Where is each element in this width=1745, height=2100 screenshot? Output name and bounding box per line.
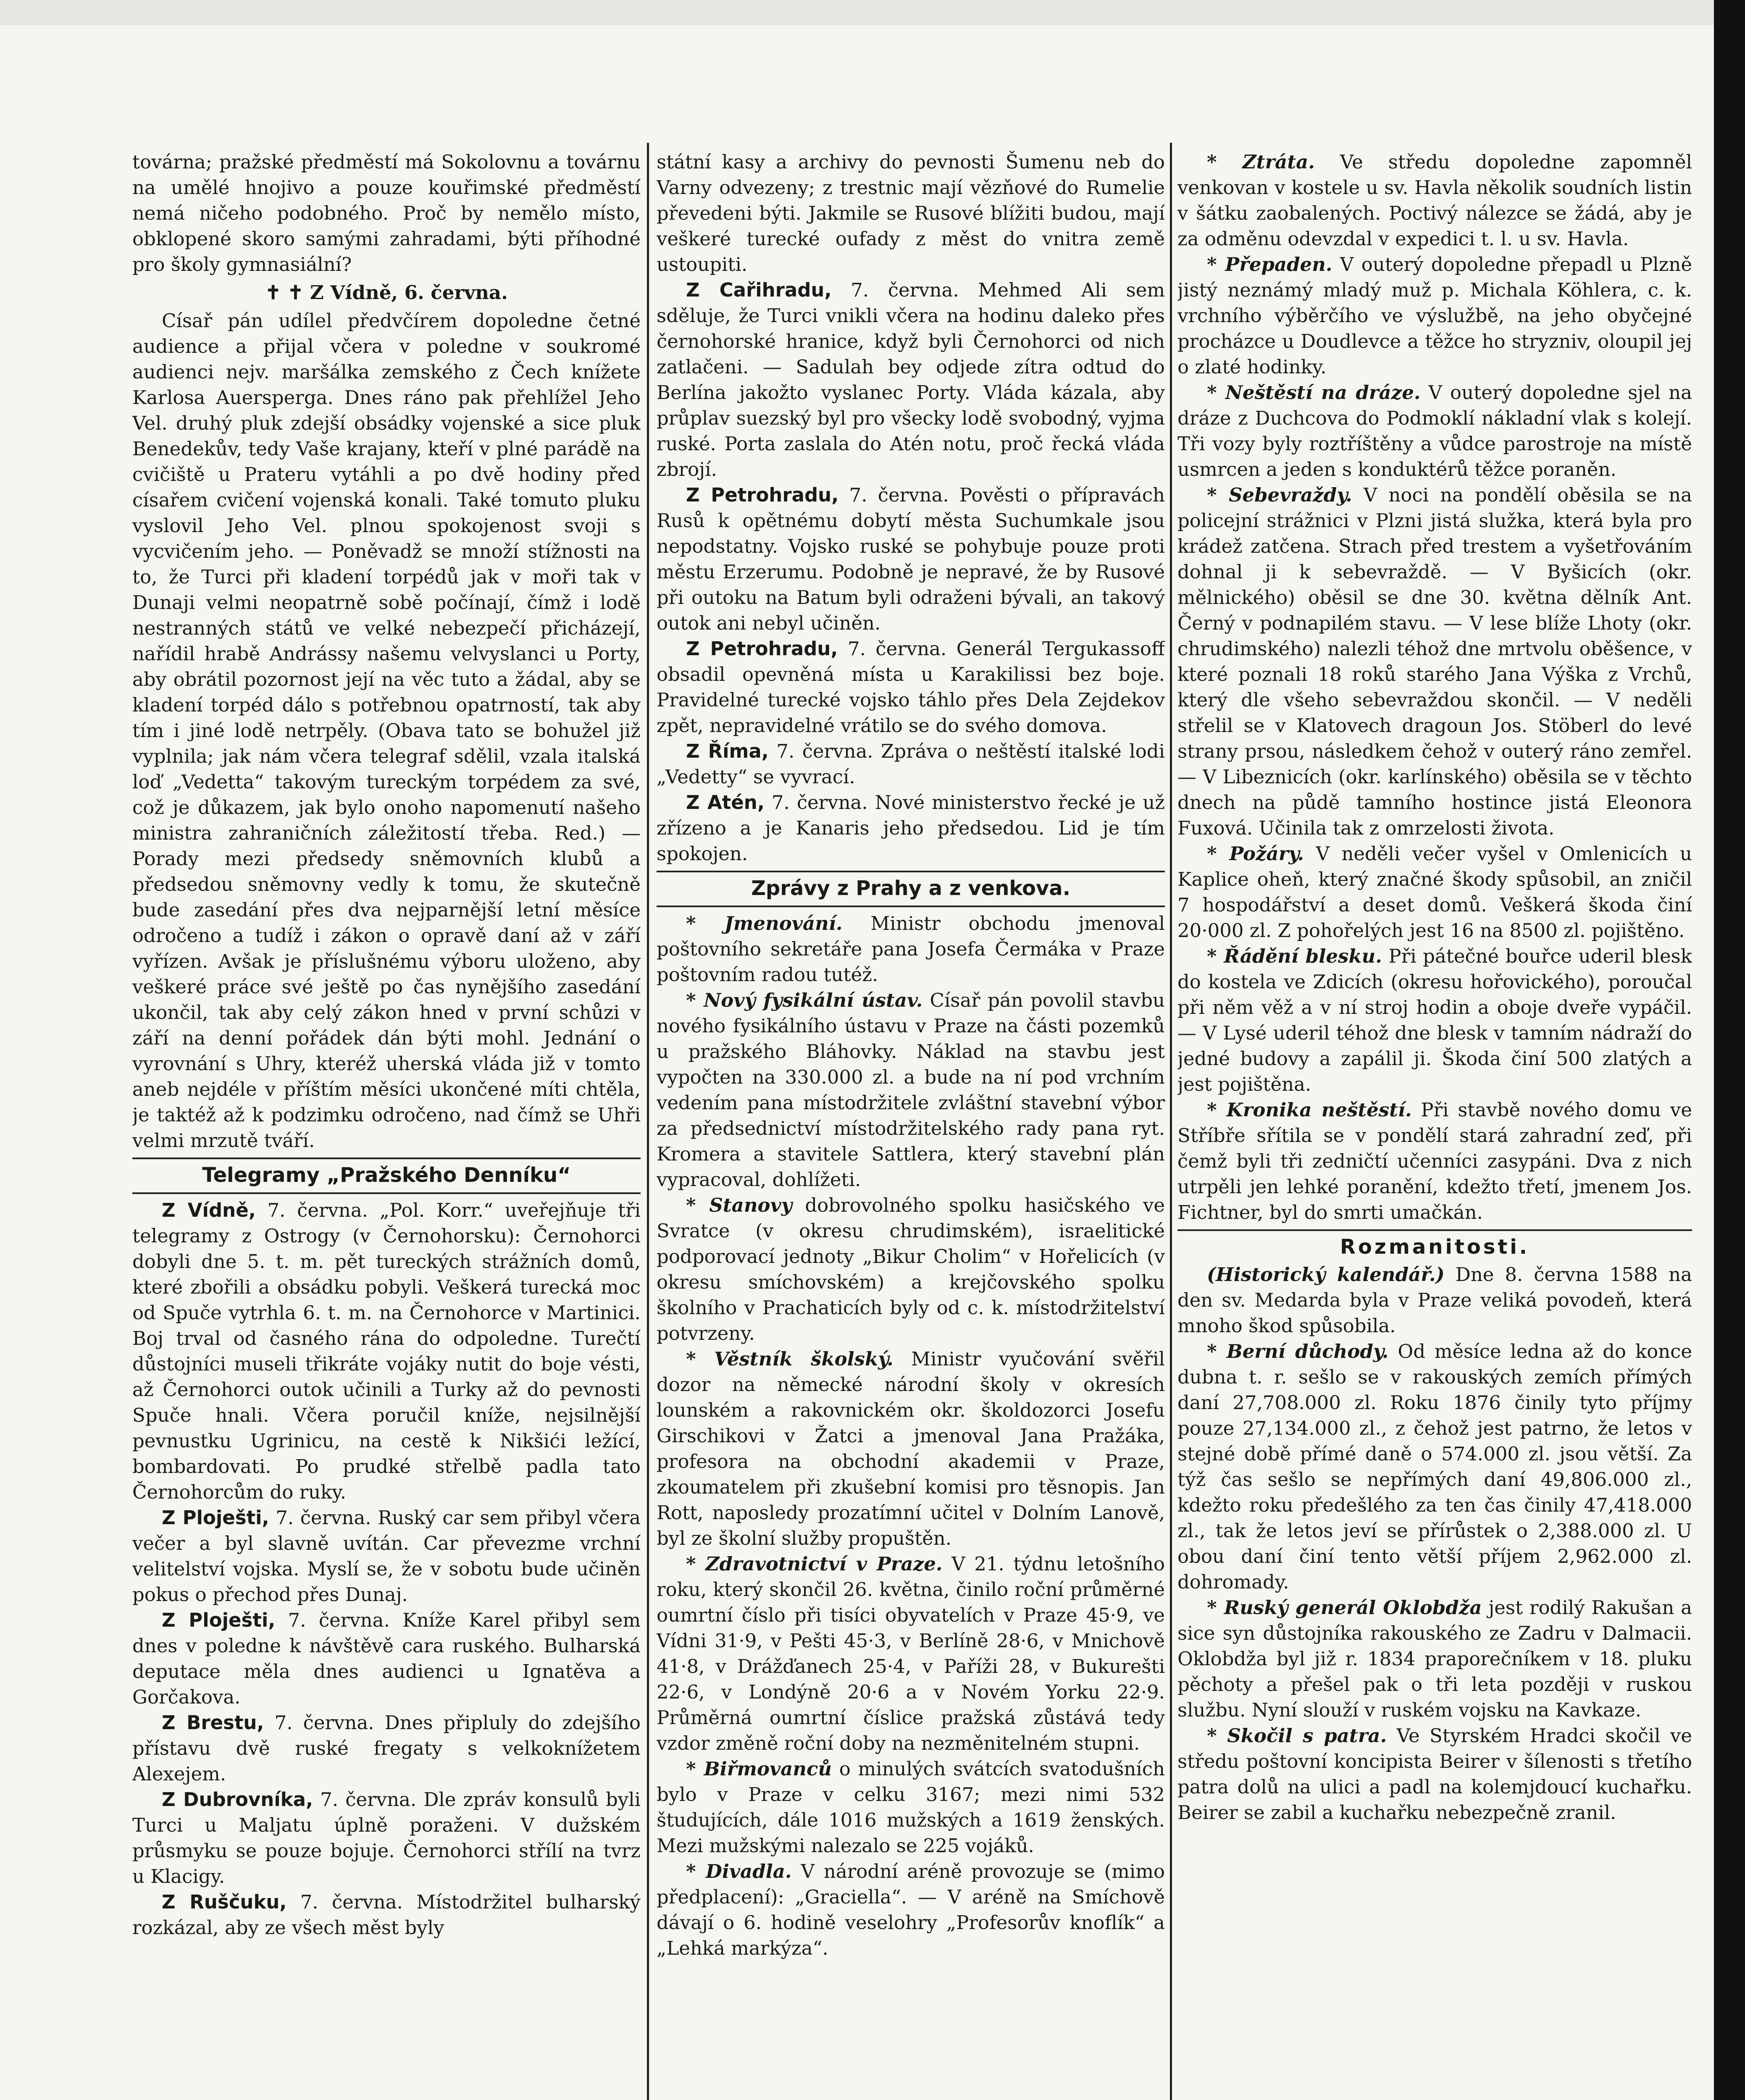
telegram <box>657 636 1165 738</box>
column-divider <box>1170 143 1172 2100</box>
news-item <box>1177 1723 1692 1825</box>
telegram <box>657 738 1165 790</box>
section-divider <box>657 871 1165 872</box>
telegram-place: Z Petrohradu, <box>686 638 838 660</box>
news-item <box>1177 252 1692 380</box>
telegram-place: Z Vídně, <box>162 1199 256 1221</box>
news-tag: * Divadla. <box>686 1860 792 1882</box>
telegram <box>657 277 1165 482</box>
telegram-text: 7. června. Dle zpráv konsulů byli Turci u Maljatu úplně poraženi. V dužském průsmyku se pouze bojuje. Černohorci střílí na tvrz u Klacigy. <box>132 1788 641 1887</box>
telegram-text: 7. června. Místodržitel bulharský rozkázal, aby ze všech měst byly <box>132 1891 641 1939</box>
telegram <box>657 790 1165 866</box>
news-text: Císař pán povolil stavbu nového fysikálního ústavu v Praze na části pozemků u pražského Bláhovky. Náklad na stavbu jest vypočten na 330.000 zl. a bude na ní pod vrchním vedením pana místodržitele zvláštní stavební výbor za předsednictví místodržitelského rady pana ryt. Kromera a stavitele Sattlera, který stavební plán vypracoval, dohlížeti. <box>657 989 1165 1191</box>
paragraph: továrna; pražské předměstí má Sokolovnu a továrnu na umělé hnojivo a pouze kouřimské předměstí nemá ničeho podobného. Proč by nemělo místo, obklopené skoro samými zahradami, býti příhodné pro školy gymnasiální? <box>132 151 641 276</box>
news-text: dobrovolného spolku hasičského ve Svratce (v okresu chrudimském), israelitické podporovací jednoty „Bikur Cholim“ v Hořelicích (v okresu smíchovském) a krejčovského spolku školního v Prachaticích byly od c. k. místodržitelství potvrzeny. <box>657 1194 1165 1344</box>
telegram <box>132 1710 641 1787</box>
news-text: Od měsíce ledna až do konce dubna t. r. sešlo se v rakouských zemích přímých daní 27,708.000 zl. Roku 1876 činily tyto příjmy pouze 27,134.000 zl., z čehož jest patrno, že letos v stejné době přímé daně o 574.000 zl. jsou větší. Za týž čas sešlo se nepřímých daní 49,806.000 zl., kdežto roku předešlého za ten čas činily 47,418.000 zl., tak že letos jeví se přírůstek o 2,388.000 zl. U obou daní činí tento větší příjem 2,962.000 zl. dohromady. <box>1177 1340 1692 1593</box>
news-item <box>657 1192 1165 1346</box>
news-item <box>657 1756 1165 1858</box>
news-tag: * Zdravotnictví v Praze. <box>686 1553 943 1575</box>
telegram <box>132 1889 641 1940</box>
telegram-text: 7. června. Zpráva o neštěstí italské lodi „Vedetty“ se vyvrací. <box>657 740 1165 788</box>
news-tag: (Historický kalendář.) <box>1207 1263 1445 1286</box>
telegram-text: 7. června. „Pol. Korr.“ uveřejňuje tři telegramy z Ostrogy (v Černohorsku): Černohorci dobyli dne 5. t. m. pět tureckých strážních domů, které zbořili a obsádku pobyli. Veškerá turecká moc od Spuče vytrhla 6. t. m. na Černohorce v Martinici. Boj trval od časného rána do odpoledne. Turečtí důstojníci museli třikráte vojáky nutit do boje vésti, až Černohorci outok učinili a Turky až do pevnosti Spuče hnali. Včera poručil kníže, nejsilnější pevnustku Ugrinicu, na cestě k Nikšići ležící, bombardovati. Po prudké střelbě padla tato Černohorcům do ruky. <box>132 1199 641 1503</box>
telegram <box>132 1197 641 1505</box>
news-tag: * Požáry. <box>1207 843 1304 865</box>
news-text: V noci na pondělí oběsila se na policejní strážnici v Plzni jistá služka, která byla pro krádež zatčena. Strach před trestem a vyšetřováním dohnal ji k sebevraždě. — V Byšicích (okr. mělnického) oběsil se dne 30. května dělník Ant. Černý v podnapilém stavu. — V lese blíže Lhoty (okr. chrudimského) nalezli téhož dne mrtvolu oběšence, v které poznali 18 roků starého Jana Výška z Vrchů, který dle všeho sebevraždou skončil. — V neděli střelil se v Klatovech dragoun Jos. Stöberl do levé strany prsou, následkem čehož v outerý ráno zemřel. — V Libeznicích (okr. karlínského) oběsila se v těchto dnech na půdě tamního hostince jistá Eleonora Fuxová. Učinila tak z omrzelosti života. <box>1177 484 1692 839</box>
column-divider <box>647 143 649 2100</box>
telegram-place: Z Ploješti, <box>162 1507 269 1529</box>
news-text: Ve Styrském Hradci skočil ve středu poštovní koncipista Beirer v šílenosti s třetího patra dolů na ulici a padl na kolemjdoucí kuchařku. Beirer se zabil a kuchařku nebezpečně zranil. <box>1177 1725 1692 1824</box>
telegram-text: 7. června. Kníže Karel přibyl sem dnes v poledne k návštěvě cara ruského. Bulharská deputace měla dnes audienci u Ignatěva a Gorčakova. <box>132 1609 641 1708</box>
column-1 <box>132 149 641 2100</box>
news-tag: * Sebevraždy. <box>1207 484 1352 506</box>
section-divider <box>657 906 1165 907</box>
telegram-text: 7. června. Dnes připluly do zdejšího přístavu dvě ruské fregaty s velkoknížetem Alexejem. <box>132 1712 641 1785</box>
news-tag: * Věstník školský. <box>686 1348 894 1370</box>
news-tag: * Berní důchody. <box>1207 1340 1389 1362</box>
telegram <box>132 1787 641 1889</box>
dateline: ✝ ✝ Z Vídně, 6. června. <box>265 281 508 304</box>
news-item <box>657 1346 1165 1551</box>
news-tag: * Ruský generál Oklobdža <box>1207 1596 1482 1619</box>
section-divider <box>1177 1229 1692 1231</box>
news-tag: * Neštěstí na dráze. <box>1207 381 1421 404</box>
news-text: V outerý dopoledne sjel na dráze z Duchcova do Podmoklí nákladní vlak s kolejí. Tři vozy byly roztříštěny a vůdce parostroje na místě usmrcen a jeden s konduktérů těžce poraněn. <box>1177 381 1692 480</box>
news-tag: * Řádění blesku. <box>1207 945 1382 967</box>
section-heading: Zprávy z Prahy a z venkova. <box>751 877 1070 900</box>
column-3 <box>1177 149 1692 2100</box>
section-divider <box>132 1158 641 1159</box>
news-item <box>1177 1097 1692 1225</box>
news-item <box>657 1551 1165 1756</box>
telegram-place: Z Atén, <box>686 791 765 814</box>
news-item <box>657 987 1165 1192</box>
news-tag: * Stanovy <box>686 1194 792 1216</box>
telegram-place: Z Petrohradu, <box>686 484 839 506</box>
news-text: Ve středu dopoledne zapomněl venkovan v kostele u sv. Havla několik soudních listin v šátku zaobalených. Poctivý nálezce se žádá, aby je za odměnu odevzdal v expedici t. l. u sv. Havla. <box>1177 151 1692 250</box>
news-item <box>1177 943 1692 1097</box>
telegram-text: 7. června. Ruský car sem přibyl včera večer a byl slavně uvítán. Car převezme vrchní velitelství vojska. Myslí se, že v sobotu bude učiněn pokus o přechod přes Dunaj. <box>132 1507 641 1606</box>
news-text: V neděli večer vyšel v Omlenicích u Kaplice oheň, který značné škody spůsobil, an zničil 7 hospodářství a deset domů. Veškerá škoda činí 20·000 zl. Z pohořelých jest 16 na 8500 zl. pojištěno. <box>1177 843 1692 942</box>
news-text: V 21. týdnu letošního roku, který skončil 26. května, činilo roční průměrné oumrtní číslo při tisíci obyvatelích v Praze 45·9, ve Vídni 31·9, v Pešti 45·3, v Berlíně 28·6, v Mnichově 41·8, v Drážďanech 25·4, v Paříži 28, v Bukurešti 22·6, v Londýně 20·6 a v Novém Yorku 22·9. Průměrná oumrtní číslice pražská zůstává tedy vzdor změně roční doby na nezměnitelném stupni. <box>657 1553 1165 1754</box>
scan-edge <box>1714 0 1745 2100</box>
news-tag: * Kronika neštěstí. <box>1207 1099 1412 1121</box>
news-tag: * Přepaden. <box>1207 253 1332 276</box>
news-text: Dne 8. června 1588 na den sv. Medarda byla v Praze veliká povodeň, která mnoho škod spůsobila. <box>1177 1263 1692 1337</box>
telegram-place: Z Říma, <box>686 740 769 762</box>
telegram <box>132 1505 641 1607</box>
telegram-text: 7. června. Generál Tergukassoff obsadil opevněná místa u Karakilissi bez boje. Pravidelné turecké vojsko táhlo přes Dela Zejdekov zpět, nepravidelné vrátilo se do svého domova. <box>657 638 1165 737</box>
news-text: Ministr vyučování svěřil dozor na německé národní školy v okresích lounském a rakovnickém okr. školdozorci Josefu Girschikovi v Žatci a jmenoval Jana Pražáka, profesora na obchodní akademii v Praze, zkoumatelem při zkušební komisi pro těsnopis. Jan Rott, naposledy prozatímní učitel v Dolním Lanově, byl ze školní služby propuštěn. <box>657 1348 1165 1549</box>
top-margin <box>0 0 1745 25</box>
news-text: Při stavbě nového domu ve Stříbře sřítila se v pondělí stará zahradní zeď, při čemž byli tři zedničtí učenníci zasypáni. Dva z nich utrpěli jen lehké poranění, kdežto třetí, jmenem Jos. Fichtner, byl do smrti umačkán. <box>1177 1099 1692 1223</box>
news-tag: * Biřmovanců <box>686 1758 832 1780</box>
news-item <box>1177 482 1692 841</box>
telegram-place: Z Dubrovníka, <box>162 1788 313 1811</box>
section-divider <box>132 1192 641 1194</box>
news-item <box>1177 841 1692 943</box>
news-item <box>1177 1262 1692 1339</box>
news-item <box>1177 149 1692 252</box>
column-2 <box>657 149 1165 2100</box>
paragraph: státní kasy a archivy do pevnosti Šumenu neb do Varny odvezeny; z trestnic mají vězňové do Rumelie převedeni býti. Jakmile se Rusové blížiti budou, mají veškeré turecké oufady z měst do vnitra země ustoupiti. <box>657 151 1165 276</box>
news-item <box>657 1858 1165 1961</box>
telegram-place: Z Ploješti, <box>162 1609 276 1631</box>
paragraph: Císař pán udílel předvčírem dopoledne četné audience a přijal včera v poledne v soukromé audienci nejv. maršálka zemského z Čech knížete Karlosa Auersperga. Dnes ráno pak přehlížel Jeho Vel. druhý pluk zdejší obsádky vojenské a sice pluk Benedekův, tedy Vaše krajany, kteří v plné parádě na cvičiště u Prateru vytáhli a po dvě hodiny před císařem cvičení vojenská konali. Také tomuto pluku vyslovil Jeho Vel. plnou spokojenost svoji s vycvičením jeho. — Poněvadž se množí stížnosti na to, že Turci při kladení torpédů jak v moři tak v Dunaji velmi neopatrně sobě počínají, čímž i lodě nestranných států ve velké nebezpečí přicházejí, nařídil hrabě Andrássy našemu velvyslanci u Porty, aby obrátil pozornost její na věc tuto a žádal, aby se kladení torpéd dálo s potřebnou opatrností, tak aby tím i jiné lodě netrpěly. (Obava tato se bohužel již vyplnila; jak nám včera telegraf sdělil, vzala italská loď „Vedetta“ takovým tureckým torpédem za své, což je důkazem, jak bylo onoho napomenutí našeho ministra zahraničních záležitostí třeba. Red.) — Porady mezi předsedy sněmovních klubů a předsedou sněmovny vedly k tomu, že skutečně bude zasedání přes dva nejparnější letní měsíce odročeno a tudíž i zákon o opravě daní až v září vyřízen. Avšak je příslušnému výboru uloženo, aby veškeré práce své ještě po čas nynějšího zasedání ukončil, tak aby celý zákon hned v první schůzi v září na denní pořádek dán býti mohl. Jednání o vyrovnání s Uhry, kteréž uherská vláda již v tomto aneb nejdéle v příštím měsíci ukončené míti chtěla, je taktéž až k podzimku odročeno, nad čímž se Uhři velmi mrzutě tváří. <box>132 310 641 1152</box>
news-item <box>1177 1339 1692 1595</box>
section-heading: Rozmanitosti. <box>1340 1235 1530 1259</box>
news-text: V národní aréně provozuje se (mimo předplacení): „Graciella“. — V aréně na Smíchově dávají o 6. hodině veselohry „Profesorův knoflík“ a „Lehká markýza“. <box>657 1860 1165 1959</box>
section-heading: Telegramy „Pražského Denníku“ <box>202 1163 571 1187</box>
telegram-text: 7. června. Pověsti o přípravách Rusů k opětnému dobytí města Suchumkale jsou nepodstatny. Vojsko ruské se pohybuje pouze proti městu Erzerumu. Podobně je nepravé, že by Rusové při outoku na Batum byli odraženi bývali, an takový outok ani nebyl učiněn. <box>657 484 1165 634</box>
news-item <box>1177 380 1692 482</box>
news-item <box>1177 1595 1692 1723</box>
telegram <box>657 482 1165 636</box>
news-text: Ministr obchodu jmenoval poštovního sekretáře pana Josefa Čermáka v Praze poštovním radou tutéž. <box>657 912 1165 986</box>
telegram <box>132 1607 641 1710</box>
telegram-place: Z Cařihradu, <box>686 279 832 301</box>
telegram-text: 7. června. Nové ministerstvo řecké je už zřízeno a je Kanaris jeho předsedou. Lid je tím spokojen. <box>657 791 1165 865</box>
news-tag: * Skočil s patra. <box>1207 1725 1387 1747</box>
news-text: V outerý dopoledne přepadl u Plzně jistý neznámý mladý muž p. Michala Köhlera, c. k. vrchního výběrčího ve výslužbě, na jeho obyčejné procházce u Doudlevce a těžce ho stryzniv, oloupil jej o zlaté hodinky. <box>1177 253 1692 378</box>
telegram-place: Z Brestu, <box>162 1712 264 1734</box>
news-tag: * Ztráta. <box>1207 151 1315 173</box>
news-item <box>657 911 1165 987</box>
news-tag: * Nový fysikální ústav. <box>686 989 923 1011</box>
news-tag: * Jmenování. <box>686 912 843 934</box>
telegram-text: 7. června. Mehmed Ali sem sděluje, že Turci vnikli včera na hodinu daleko přes černohorské hranice, když byli Černohorci od nich zatlačeni. — Sadulah bey odjede zítra odtud do Berlína jakožto vyslanec Porty. Vláda kázala, aby průplav suezský byl pro všecky lodě svobodný, vyjma ruské. Porta zaslala do Atén notu, proč řecká vláda zbrojí. <box>657 279 1165 480</box>
news-text: Při pátečné bouřce uderil blesk do kostela ve Zdicích (okresu hořovického), poroučal při něm věž a v ní stroj hodin a oboje dveře vypáčil. — V Lysé uderil téhož dne blesk v tamním nádraží do jedné budovy a zapálil ji. Škoda činí 500 zlatých a jest pojištěna. <box>1177 945 1692 1095</box>
news-text: o minulých svátcích svatodušních bylo v Praze v celku 3167; mezi nimi 532 študujících, dále 1016 mužských a 1619 ženských. Mezi mužskými nalezalo se 225 vojáků. <box>657 1758 1165 1857</box>
news-text: jest rodilý Rakušan a sice syn důstojníka rakouského ze Zadru v Dalmacii. Oklobdža byl již r. 1834 praporečníkem v 18. pluku pěchoty a přešel pak o tři leta později v ruskou službu. Nyní slouží v ruském vojsku na Kavkaze. <box>1177 1596 1692 1721</box>
telegram-place: Z Ruščuku, <box>162 1891 287 1913</box>
